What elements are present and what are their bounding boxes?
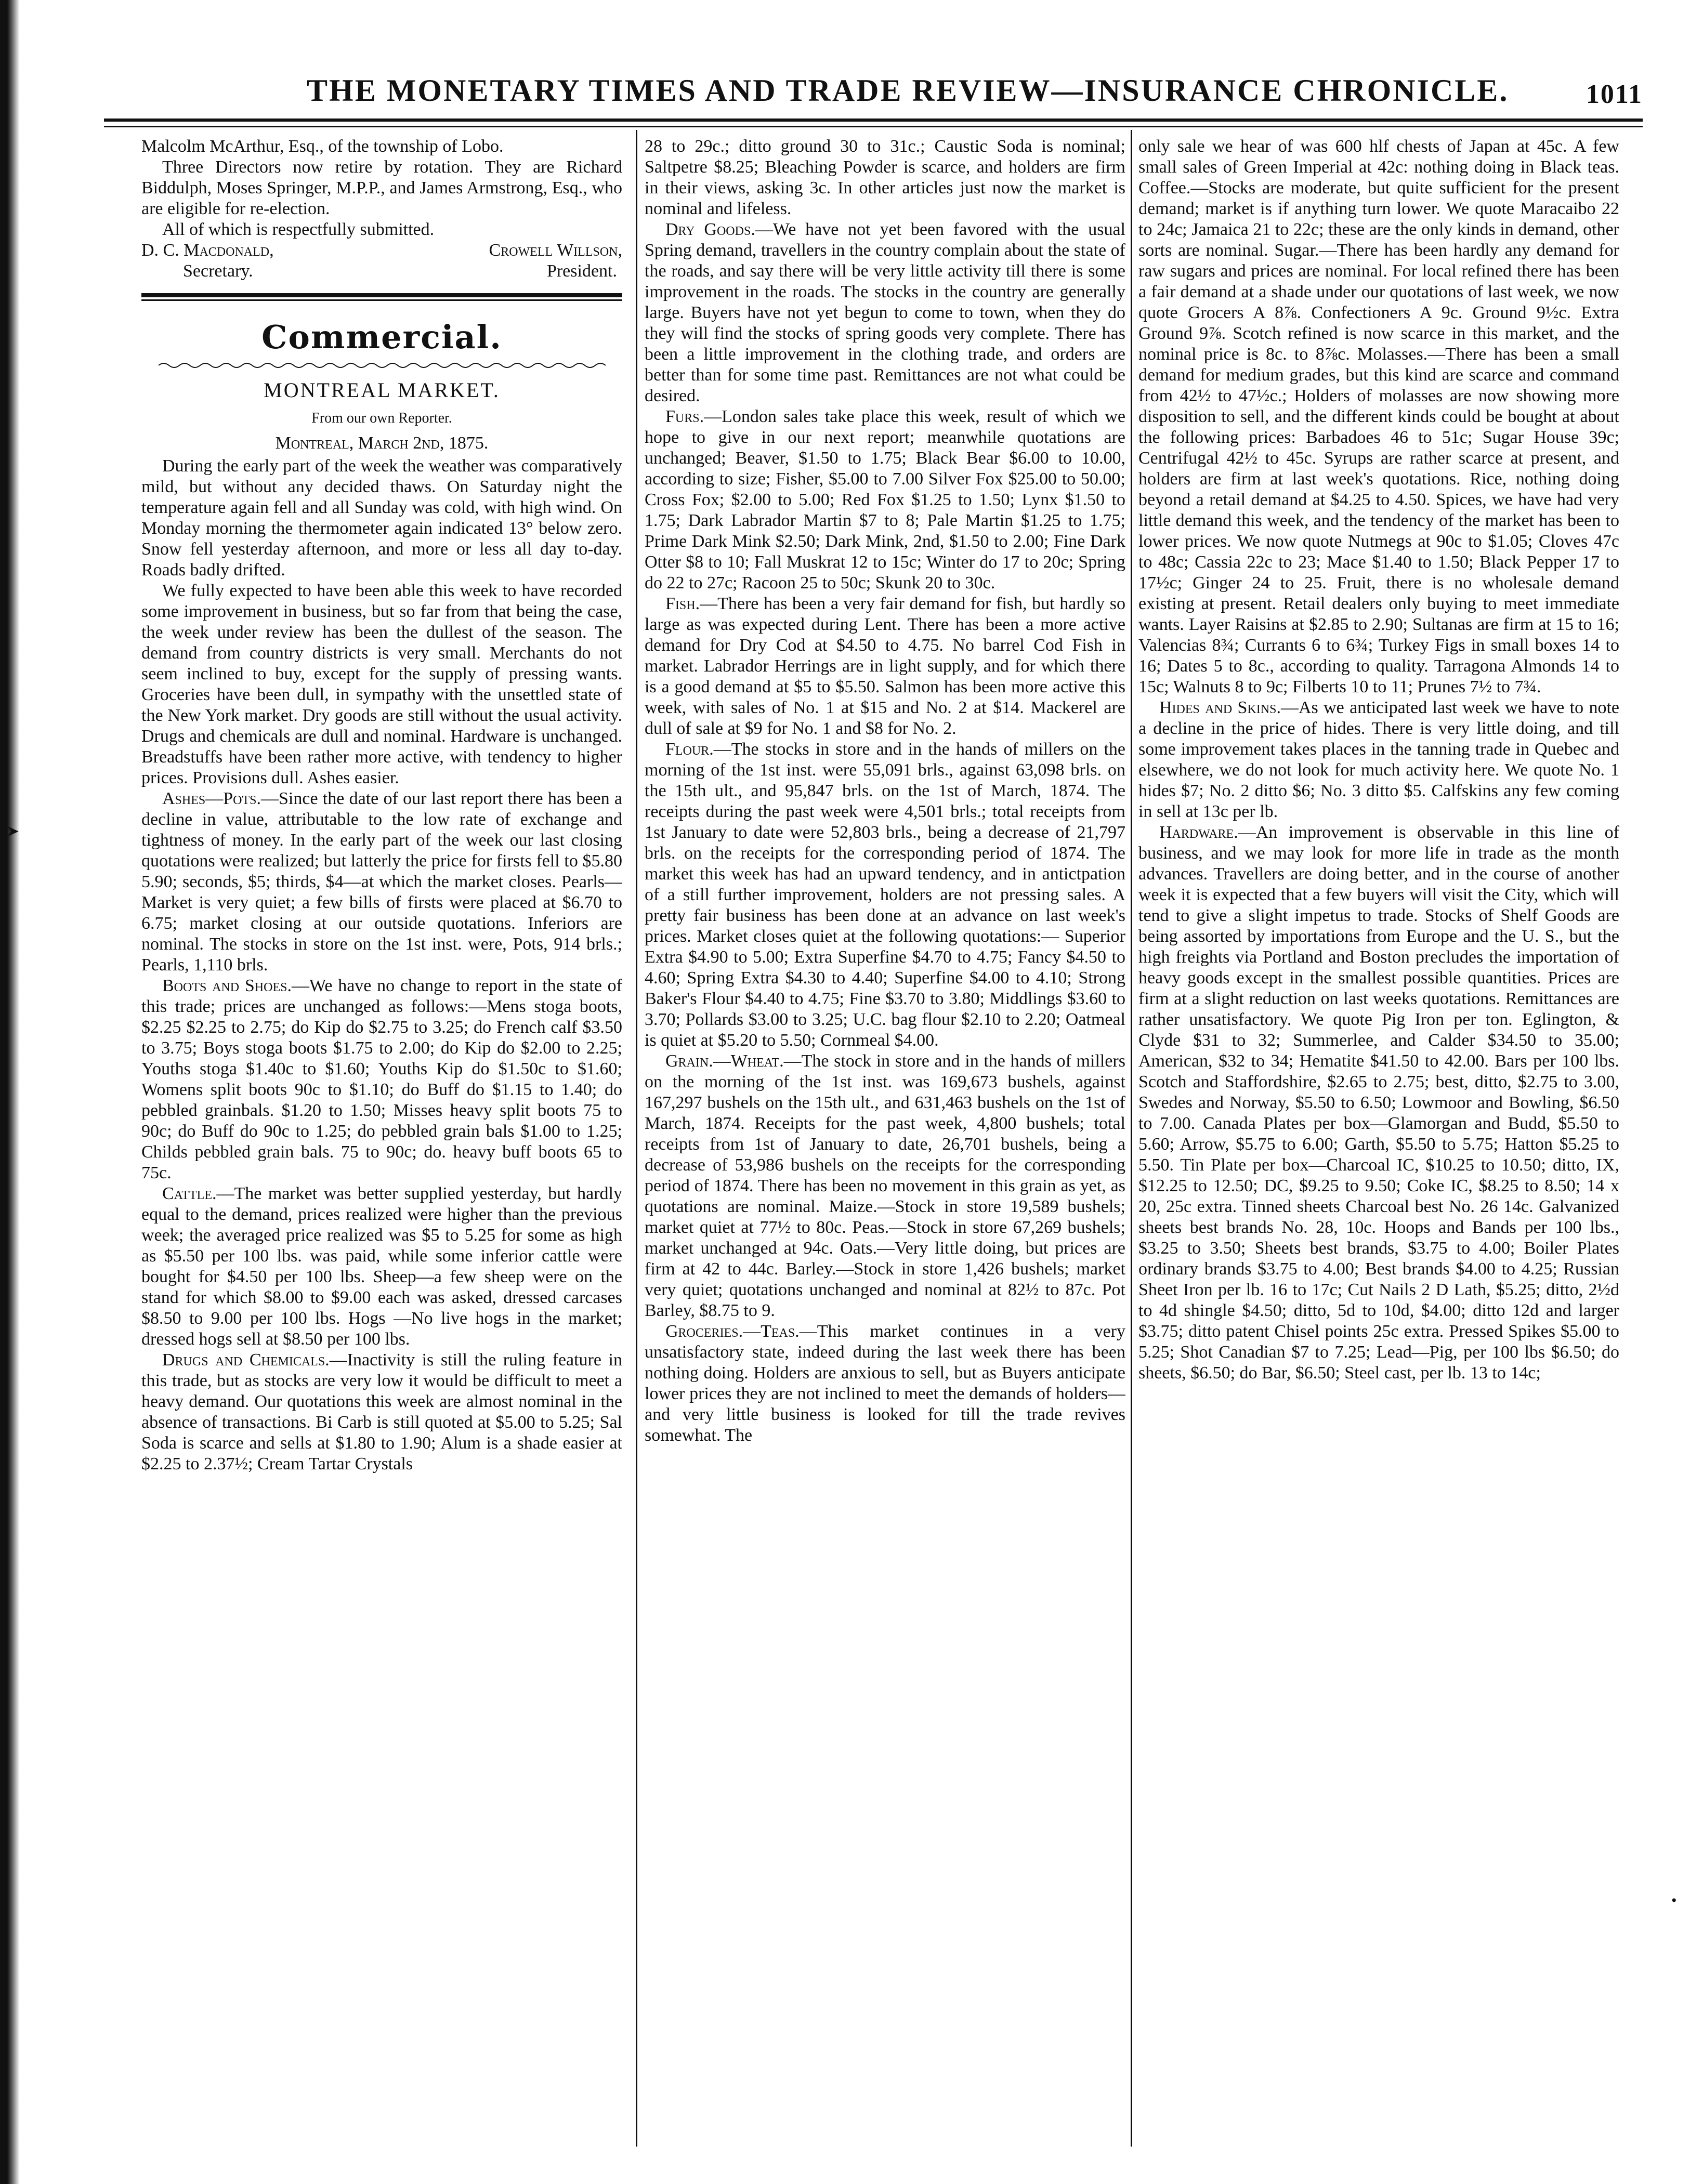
heading-fish: Fish. [665, 594, 700, 613]
body-dry-goods: —We have not yet been favored with the usual Spring demand, travellers in the country complain about the state of the roads, and say there will be very little activity till there is some improvement in the roads. The stocks in the country are generally large. Buyers have not yet begun to come to town, when they do they will find the stocks of spring goods very complete. There has been a little improvement in the clothing trade, and orders are better than for some time past. Remittances are not what could be desired. [645, 220, 1125, 405]
signature-titles [141, 261, 622, 282]
body-flour: —The stocks in store and in the hands of millers on the morning of the 1st inst. were 55,091 brls., against 63,098 brls. on the 15th ult., and 95,847 brls. on the 1st of March, 1874. The receipts during the past week were 4,501 brls.; total receipts from 1st January to date were 52,803 brls., being a decrease of 21,797 brls. on the receipts for the corresponding period of 1874. The market this week has had an upward tendency, and in antictpation of a still further improvement, holders are not pressing sales. A pretty fair business has been done at an advance on last week's prices. Market closes quiet at the following quotations:— Superior Extra $4.90 to 5.00; Extra Superfine $4.70 to 4.75; Fancy $4.50 to 4.60; Spring Extra $4.30 to 4.40; Superfine $4.00 to 4.10; Strong Baker's Flour $4.40 to 4.75; Fine $3.70 to 3.80; Middlings $3.60 to 3.70; Pollards $3.00 to 3.25; U.C. bag flour $2.10 to 2.20; Oatmeal is quiet at $5.20 to 5.50; Cornmeal $4.00. [645, 740, 1125, 1050]
signature-president-name: Crowell Willson, [489, 241, 622, 260]
intro-paragraph-2: Three Directors now retire by rotation. They are Richard Biddulph, Moses Springer, M.P.P., and James Armstrong, Esq., who are eligible for re-election. [141, 157, 622, 218]
paragraph-grain [645, 1051, 1125, 1321]
heading-cattle: Cattle. [162, 1184, 217, 1203]
heading-drugs: Drugs and Chemicals. [162, 1350, 330, 1370]
header-title: THE MONETARY TIMES AND TRADE REVIEW—INSURANCE CHRONICLE. [307, 73, 1509, 108]
paragraph-fish [645, 594, 1125, 739]
heading-hardware: Hardware. [1159, 823, 1238, 842]
paragraph-weather: During the early part of the week the weather was comparatively mild, but without any decided thaws. On Saturday night the temperature again fell and all Sunday was cold, with high wind. On Monday morning the thermometer again indicated 13° below zero. Snow fell yesterday afternoon, and more or less all day to-day. Roads badly drifted. [141, 456, 622, 580]
body-furs: —London sales take place this week, result of which we hope to give in our next report; meanwhile quotations are unchanged; Beaver, $1.50 to 1.75; Black Bear $6.00 to 10.00, according to size; Fisher, $5.00 to 7.00 Silver Fox $25.00 to 50.00; Cross Fox; $2.00 to 5.00; Red Fox $1.25 to 1.50; Lynx $1.50 to 1.75; Dark Labrador Martin $7 to 8; Pale Martin $1.25 to 1.75; Prime Dark Mink $2.50; Dark Mink, 2nd, $1.50 to 2.00; Fine Dark Otter $8 to 10; Fall Muskrat 12 to 15c; Winter do 17 to 20c; Spring do 22 to 27c; Racoon 25 to 50c; Skunk 20 to 30c. [645, 407, 1125, 593]
paragraph-ashes [141, 788, 622, 976]
column-2 [645, 136, 1125, 2153]
body-hides: —As we anticipated last week we have to note a decline in the price of hides. There is very little doing, and till some improvement takes places in the tanning trade in Quebec and elsewhere, we do not look for much activity here. We quote No. 1 hides $7; No. 2 ditto $6; No. 3 ditto $5. Calfskins any few coming in sell at 13c per lb. [1138, 698, 1619, 821]
page-header [104, 73, 1643, 140]
margin-mark-left: ➤ [6, 823, 20, 840]
heading-furs: Furs. [665, 407, 704, 426]
heading-hides: Hides and Skins. [1159, 698, 1281, 717]
body-drugs: —Inactivity is still the ruling feature in this trade, but as stocks are very low it would be difficult to meet a heavy demand. Our quotations this week are almost nominal in the absence of transactions. Bi Carb is still quoted at $5.00 to 5.25; Sal Soda is scarce and sells at $1.80 to 1.90; Alum is a shade easier at $2.25 to 2.37½; Cream Tartar Crystals [141, 1350, 622, 1473]
section-rule-thick [141, 293, 622, 297]
paragraph-groceries-continued: only sale we hear of was 600 hlf chests of Japan at 45c. A few small sales of Green Imperial at 42c: nothing doing in Black teas. Coffee.—Stocks are moderate, but quite sufficient for the present demand; market is if anything turn lower. We quote Maracaibo 22 to 24c; Jamaica 21 to 22c; these are the only kinds in demand, other sorts are nominal. Sugar.—There has been hardly any demand for raw sugars and prices are nominal. For local refined there has been a fair demand at a shade under our quotations of last week, we now quote Grocers A 8⅞. Confectioners A 9c. Ground 9½c. Extra Ground 9⅞. Scotch refined is now scarce in this market, and the nominal price is 8c. to 8⅞c. Molasses.—There has been a small demand for medium grades, but this kind are scarce and command from 42½ to 47½c.; Holders of molasses are now showing more disposition to sell, and the different kinds could be bought at about the following prices: Barbadoes 46 to 51c; Sugar House 39c; Centrifugal 42½ to 45c. Syrups are rather scarce at present, and holders are firm at last week's quotations. Rice, nothing doing beyond a retail demand at $4.25 to 4.50. Spices, we have had very little demand this week, and the tendency of the market has been to lower prices. We now quote Nutmegs at 90c to $1.05; Cloves 47c to 48c; Cassia 22c to 23; Mace $1.40 to 1.50; Black Pepper 17 to 17½c; Ginger 24 to 25. Fruit, there is no wholesale demand existing at present. Retail dealers only buying to meet immediate wants. Layer Raisins at $2.85 to 2.90; Sultanas are firm at 15 to 16; Valencias 8¾; Currants 6 to 6¾; Turkey Figs in small boxes 14 to 16; Dates 5 to 8c., according to quality. Tarragona Almonds 14 to 15c; Walnuts 8 to 9c; Filberts 10 to 11; Prunes 7½ to 7¾. [1138, 137, 1619, 696]
page-binding-shadow [0, 0, 20, 2184]
heading-grain: Grain.—Wheat. [665, 1051, 784, 1071]
column-divider-1 [636, 130, 637, 2147]
signature-secretary-title: Secretary. [183, 261, 253, 281]
paragraph-drugs-continued: 28 to 29c.; ditto ground 30 to 31c.; Caustic Soda is nominal; Saltpetre $8.25; Bleaching Powder is scarce, and holders are firm in their views, asking 3c. In other articles just now the market is nominal and lifeless. [645, 137, 1125, 218]
paragraph-dry-goods [645, 219, 1125, 406]
dateline: Montreal, March 2nd, 1875. [275, 433, 489, 453]
heading-boots: Boots and Shoes. [162, 976, 292, 995]
market-title: MONTREAL MARKET. [264, 378, 500, 402]
header-rule-thin [104, 126, 1643, 127]
paragraph-groceries [645, 1321, 1125, 1446]
heading-dry-goods: Dry Goods. [665, 220, 755, 239]
intro-paragraph-3: All of which is respectfully submitted. [162, 220, 435, 239]
column-divider-2 [1131, 130, 1132, 2147]
paragraph-cattle [141, 1183, 622, 1350]
section-rule-thin [141, 299, 622, 301]
column-3 [1138, 136, 1619, 2153]
intro-paragraph-1: Malcolm McArthur, Esq., of the township of Lobo. [141, 137, 504, 156]
paragraph-drugs [141, 1350, 622, 1475]
margin-mark-right: • [1671, 1892, 1677, 1909]
paragraph-hardware [1138, 822, 1619, 1384]
body-hardware: —An improvement is observable in this line of business, and we may look for more life in trade as the month advances. Travellers are doing better, and in the course of another week it is expected that a few buyers will visit the City, which will tend to give a slight impetus to trade. Stocks of Shelf Goods are being assorted by importations from Europe and the U. S., but the high freights via Portland and Boston precludes the importation of heavy goods except in the smallest possible quantities. Prices are firm at a slight reduction on last weeks quotations. Remittances are rather unsatisfactory. We quote Pig Iron per ton. Eglington, & Clyde $31 to 32; Summerlee, and Calder $34.50 to 35.00; American, $32 to 34; Hematite $41.50 to 42.00. Bars per 100 lbs. Scotch and Staffordshire, $2.65 to 2.75; best, ditto, $2.75 to 3.00, Swedes and Norway, $5.50 to 6.50; Lowmoor and Bowling, $6.50 to 7.00. Canada Plates per box—Glamorgan and Budd, $5.50 to 5.60; Arrow, $5.75 to 6.00; Garth, $5.50 to 5.75; Hatton $5.25 to 5.50. Tin Plate per box—Charcoal IC, $10.25 to 10.50; ditto, IX, $12.25 to 12.50; DC, $9.25 to 9.50; Coke IC, $8.25 to 8.50; 14 x 20, 25c extra. Tinned sheets Charcoal best No. 26 14c. Galvanized sheets best brands No. 28, 10c. Hoops and Bands per 100 lbs., $3.25 to 3.50; Sheets best brands, $3.75 to 4.00; Boiler Plates ordinary brands $3.75 to 4.00; Best brands $4.00 to 4.25; Russian Sheet Iron per lb. 16 to 17c; Cut Nails 2 D Lath, $5.25; ditto, 2½d to 4d shingle $4.50; ditto, 5d to 10d, $4.00; ditto 12d and larger $3.75; ditto patent Chisel points 25c extra. Pressed Spikes $5.00 to 5.25; Shot Canadian $7 to 7.25; Lead—Pig, per 100 lbs $6.50; do sheets, $6.50; do Bar, $6.50; Steel cast, per lb. 13 to 14c; [1138, 823, 1619, 1383]
body-groceries: —This market continues in a very unsatisfactory state, indeed during the last week there has been nothing doing. Holders are anxious to sell, but as Buyers anticipate lower prices they are not inclined to meet the demands of holders—and very little business is looked for till the trade revives somewhat. The [645, 1322, 1125, 1445]
paragraph-hides [1138, 698, 1619, 822]
body-grain: —The stock in store and in the hands of millers on the morning of the 1st inst. was 169,673 bushels, against 167,297 bushels on the 15th ult., and 631,463 bushels on the 1st of March, 1874. Receipts for the past week, 4,800 bushels; total receipts from 1st of January to date, 26,701 bushels, being a decrease of 53,986 bushels on the receipts for the corresponding period of 1874. There has been no movement in this grain as yet, as quotations are nominal. Maize.—Stock in store 19,589 bushels; market quiet at 77½ to 80c. Peas.—Stock in store 67,269 bushels; market unchanged at 94c. Oats.—Very little doing, but prices are firm at 42 to 44c. Barley.—Stock in store 1,426 bushels; market very quiet; quotations unchanged and nominal at 82½ to 87c. Pot Barley, $8.75 to 9. [645, 1051, 1125, 1320]
paragraph-furs [645, 406, 1125, 594]
body-ashes: —Since the date of our last report there has been a decline in value, attributable to the low rate of exchange and tightness of money. In the early part of the week our last closing quotations were realized; but latterly the price for firsts fell to $5.80 5.90; seconds, $5; thirds, $4—at which the market closes. Pearls—Market is very quiet; a few bills of firsts were placed at $6.70 to 6.75; market closing at our outside quotations. Inferiors are nominal. The stocks in store on the 1st inst. were, Pots, 914 brls.; Pearls, 1,110 brls. [141, 789, 622, 975]
header-rule-thick [104, 119, 1643, 122]
paragraph-flour [645, 739, 1125, 1051]
signature-secretary-name: D. C. Macdonald, [141, 241, 274, 260]
byline: From our own Reporter. [311, 410, 452, 426]
paragraph-boots [141, 976, 622, 1183]
body-fish: —There has been a very fair demand for fish, but hardly so large as was expected during Lent. There has been a more active demand for Dry Cod at $4.50 to 4.75. No barrel Cod Fish in market. Labrador Herrings are in light supply, and for which there is a good demand at $5 to $5.50. Salmon has been more active this week, with sales of No. 1 at $15 and No. 2 at $14. Mackerel are dull of sale at $9 for No. 1 and $8 for No. 2. [645, 594, 1125, 738]
wavy-divider [159, 360, 606, 371]
body-cattle: —The market was better supplied yesterday, but hardly equal to the demand, prices realized were higher than the previous week; the averaged price realized was $5 to 5.25 for some as high as $5.50 per 100 lbs. was paid, while some inferior cattle were bought for $4.50 per 100 lbs. Sheep—a few sheep were on the stand for which $8.00 to $9.00 each was asked, dressed carcases $8.50 to 9.00 per 100 lbs. Hogs —No live hogs in the market; dressed hogs sell at $8.50 per 100 lbs. [141, 1184, 622, 1349]
heading-groceries: Groceries.—Teas. [665, 1322, 800, 1341]
section-title: Commercial. [261, 318, 502, 356]
body-boots: —We have no change to report in the state of this trade; prices are unchanged as follows:—Mens stoga boots, $2.25 $2.25 to 2.75; do Kip do $2.75 to 3.25; do French calf $3.50 to 3.75; Boys stoga boots $1.75 to 2.00; do Kip do $2.00 to 2.25; Youths stoga $1.40c to $1.60; Youths Kip do $1.50c to $1.60; Womens split boots 90c to $1.10; do Buff do $1.15 to 1.40; do pebbled grainbals. $1.20 to 1.50; Misses heavy split boots 75 to 90c; do Buff do 90c to 1.25; do pebbled grain bals $1.00 to 1.25; Childs pebbled grain bals. 75 to 90c; do. heavy buff boots 65 to 75c. [141, 976, 622, 1182]
heading-ashes: Ashes—Pots. [162, 789, 261, 808]
signature-president-title: President. [546, 261, 617, 281]
page-number: 1011 [1586, 80, 1643, 109]
signature-names [141, 240, 622, 261]
heading-flour: Flour. [665, 740, 714, 759]
column-1 [141, 136, 622, 2153]
paragraph-business: We fully expected to have been able this week to have recorded some improvement in business, but so far from that being the case, the week under review has been the dullest of the season. The demand from country districts is very small. Merchants do not seem inclined to buy, except for the supply of pressing wants. Groceries have been dull, in sympathy with the unsettled state of the New York market. Dry goods are still without the usual activity. Drugs and chemicals are dull and nominal. Hardware is unchanged. Breadstuffs have been rather more active, with tendency to higher prices. Provisions dull. Ashes easier. [141, 581, 622, 787]
